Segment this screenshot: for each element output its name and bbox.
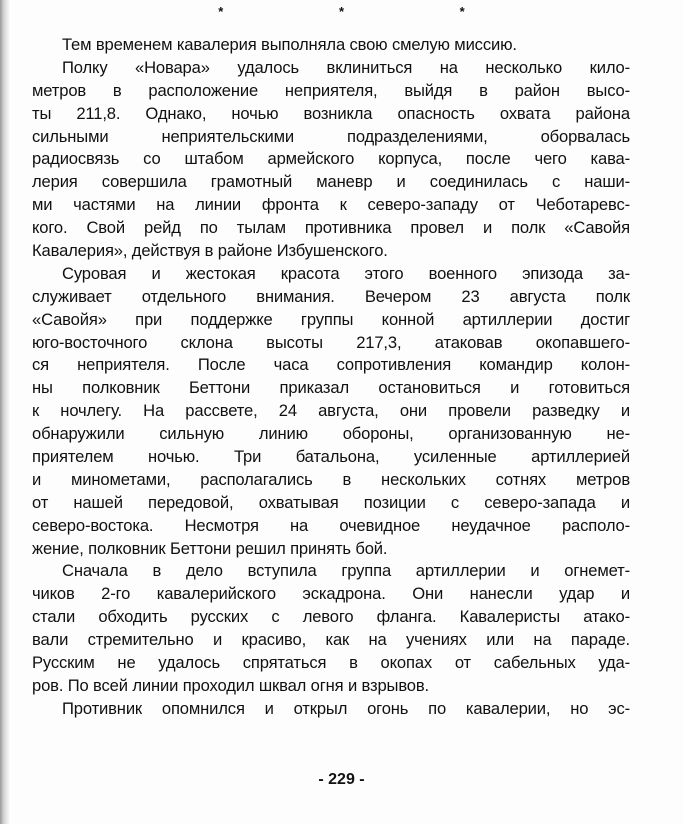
text-line: ны полковник Беттони приказал остановиться и готовиться	[32, 378, 630, 398]
text-line: Тем временем кавалерия выполняла свою смелую миссию.	[62, 35, 517, 54]
text-line: ся неприятеля. После часа сопротивления командир колон-	[32, 355, 630, 375]
paragraph	[32, 263, 630, 561]
text-line: лерия совершила грамотный маневр и соединилась с наши-	[32, 172, 630, 192]
text-line: приятелем ночью. Три батальона, усиленные артиллерией	[32, 447, 630, 467]
text-line: юго-восточного склона высоты 217,3, атаковав окопавшего-	[32, 332, 630, 352]
body-text	[32, 34, 630, 721]
text-line: Сначала в дело вступила группа артиллерии и огнемет-	[62, 561, 630, 581]
text-line: Суровая и жестокая красота этого военного эпизода за-	[62, 263, 630, 283]
paragraph	[32, 560, 630, 697]
text-line: и минометами, располагались в нескольких сотнях метров	[32, 469, 630, 489]
text-line: сильными неприятельскими подразделениями, оборвалась	[32, 126, 630, 146]
section-ornament: * * *	[218, 4, 521, 19]
text-line: стали обходить русских с левого фланга. Кавалеристы атако-	[32, 607, 630, 627]
text-line: Противник опомнился и открыл огонь по кавалерии, но эс-	[62, 698, 630, 718]
text-line: служивает отдельного внимания. Вечером 23 августа полк	[32, 286, 630, 306]
text-line: ты 211,8. Однако, ночью возникла опасность охвата района	[32, 103, 630, 123]
page-binding-shadow	[0, 0, 10, 824]
text-line: жение, полковник Беттони решил принять бой.	[32, 538, 388, 558]
text-line: от нашей передовой, охватывая позиции с северо-запада и	[32, 492, 630, 512]
text-line: ми частями на линии фронта к северо-западу от Чеботаревс-	[32, 195, 630, 215]
text-line: обнаружили сильную линию обороны, организованную не-	[32, 424, 630, 444]
paragraph	[32, 57, 630, 263]
text-line: северо-востока. Несмотря на очевидное неудачное располо-	[32, 515, 630, 535]
text-line: к ночлегу. На рассвете, 24 августа, они провели разведку и	[32, 401, 630, 421]
paragraph	[32, 698, 630, 721]
text-line: ров. По всей линии проходил шквал огня и взрывов.	[32, 675, 430, 695]
text-line: Русским не удалось спрятаться в окопах от сабельных уда-	[32, 653, 630, 673]
text-line: чиков 2-го кавалерийского эскадрона. Они нанесли удар и	[32, 584, 630, 604]
text-line: кого. Свой рейд по тылам противника провел и полк «Савойя	[32, 218, 630, 238]
text-line: метров в расположение неприятеля, выйдя в район высо-	[32, 80, 630, 100]
text-line: «Савойя» при поддержке группы конной артиллерии достиг	[32, 309, 630, 329]
text-line: Кавалерия», действуя в районе Избушенского.	[32, 241, 388, 261]
text-line: Полку «Новара» удалось вклиниться на несколько кило-	[62, 57, 630, 77]
text-line: радиосвязь со штабом армейского корпуса, после чего кава-	[32, 149, 630, 169]
page-number: - 229 -	[318, 771, 365, 788]
text-line: вали стремительно и красиво, как на учениях или на параде.	[32, 630, 630, 650]
paragraph	[32, 34, 630, 57]
